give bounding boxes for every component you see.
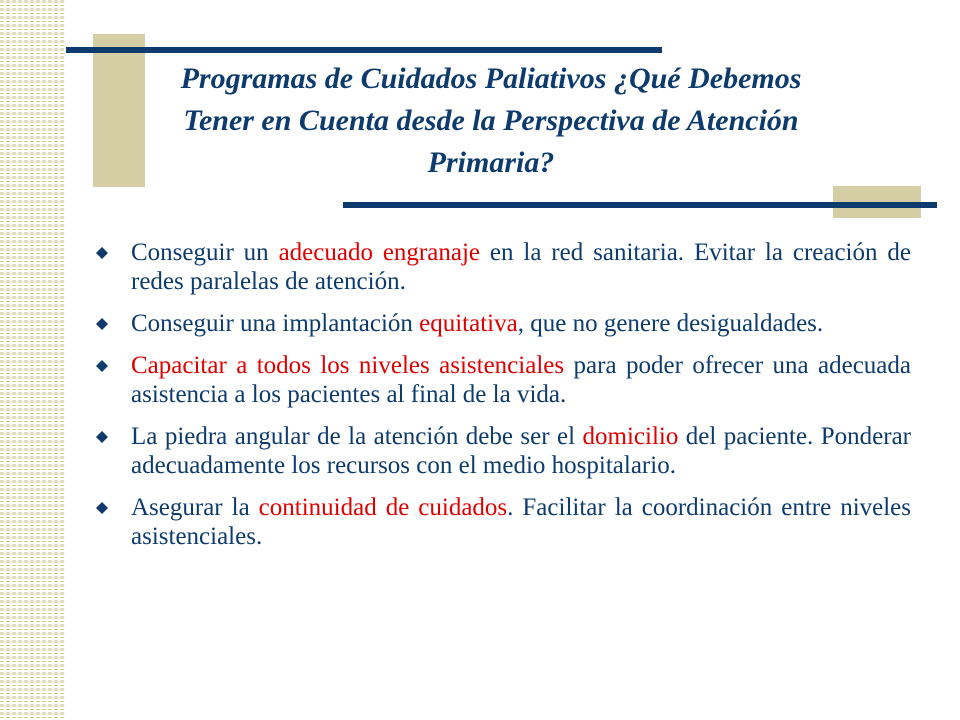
bullet-text-segment: Asegurar la xyxy=(131,494,259,521)
diamond-bullet-icon xyxy=(96,360,108,372)
decorative-rule-top xyxy=(66,47,662,53)
bullet-text-segment: para poder ofrecer una adecuada asistencia a los pacientes al final de la vida. xyxy=(131,352,911,408)
bullet-item xyxy=(96,309,911,338)
bullet-item xyxy=(96,493,911,551)
bullet-item xyxy=(96,422,911,480)
bullet-text-segment: La piedra angular de la atención debe ser el xyxy=(131,423,583,450)
highlighted-text: domicilio xyxy=(582,423,679,450)
bullet-text xyxy=(131,239,911,295)
diamond-bullet-icon xyxy=(96,431,108,443)
decorative-block-left xyxy=(93,34,145,187)
highlighted-text: Capacitar a todos los niveles asistenciales xyxy=(131,352,565,379)
bullet-text-segment: del paciente. Ponderar adecuadamente los recursos con el medio hospitalario. xyxy=(131,423,911,479)
decorative-rule-bottom xyxy=(343,202,937,208)
diamond-bullet-icon xyxy=(96,247,108,259)
bullet-text-segment: Conseguir una implantación xyxy=(131,310,420,337)
bullet-text-segment: . Facilitar la coordinación entre niveles asistenciales. xyxy=(131,494,912,550)
bullet-text-segment: Conseguir un xyxy=(131,239,279,266)
bullet-item xyxy=(96,238,911,296)
bullet-list xyxy=(96,238,911,564)
diamond-bullet-icon xyxy=(96,502,108,514)
highlighted-text: equitativa xyxy=(419,310,518,337)
diamond-bullet-icon xyxy=(96,318,108,330)
highlighted-text: adecuado engranaje xyxy=(278,239,480,266)
slide-title: Programas de Cuidados Paliativos ¿Qué Debemos Tener en Cuenta desde la Perspectiva de Atención Primaria? xyxy=(180,62,802,179)
bullet-item xyxy=(96,351,911,409)
highlighted-text: continuidad de cuidados xyxy=(258,494,508,521)
bullet-text xyxy=(131,494,911,550)
bullet-text xyxy=(131,352,911,408)
bullet-text xyxy=(131,423,911,479)
bullet-text xyxy=(131,310,823,337)
bullet-text-segment: , que no genere desigualdades. xyxy=(517,310,824,337)
bullet-text-segment: en la red sanitaria. Evitar la creación de redes paralelas de atención. xyxy=(131,239,911,295)
decorative-stripe-bar xyxy=(0,0,66,720)
